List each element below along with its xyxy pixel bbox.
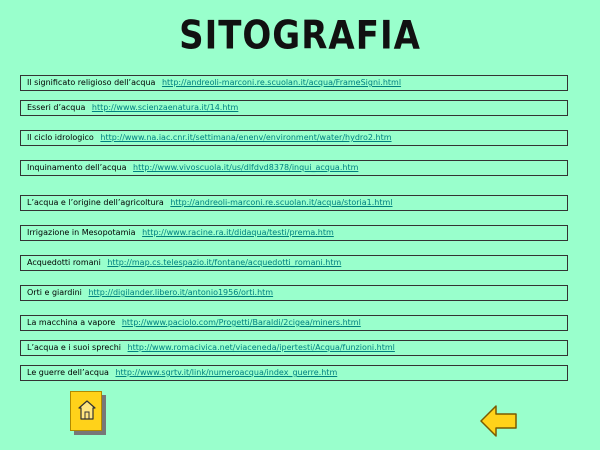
link-label: Inquinamento dell’acqua bbox=[27, 163, 127, 172]
link-row bbox=[20, 75, 568, 91]
link-url[interactable]: http://www.racine.ra.it/didaqua/testi/prema.htm bbox=[142, 228, 334, 237]
link-label: L’acqua e i suoi sprechi bbox=[27, 343, 121, 352]
link-row bbox=[20, 225, 568, 241]
link-row bbox=[20, 130, 568, 146]
link-row bbox=[20, 100, 568, 116]
link-row bbox=[20, 255, 568, 271]
page-title: SITOGRAFIA bbox=[179, 13, 421, 59]
link-label: Orti e giardini bbox=[27, 288, 82, 297]
link-row bbox=[20, 340, 568, 356]
link-url[interactable]: http://digilander.libero.it/antonio1956/orti.htm bbox=[88, 288, 274, 297]
home-icon bbox=[78, 400, 96, 420]
link-url[interactable]: http://www.na.iac.cnr.it/settimana/enenv/environment/water/hydro2.htm bbox=[100, 133, 392, 142]
link-label: Le guerre dell’acqua bbox=[27, 368, 109, 377]
link-label: Il ciclo idrologico bbox=[27, 133, 94, 142]
link-label: Irrigazione in Mesopotamia bbox=[27, 228, 136, 237]
link-url[interactable]: http://www.vivoscuola.it/us/dlfdvd8378/inqui_acqua.htm bbox=[133, 163, 359, 172]
home-button[interactable] bbox=[70, 391, 104, 433]
back-button[interactable] bbox=[480, 404, 518, 438]
home-button-face bbox=[70, 391, 102, 431]
link-label: Esseri d’acqua bbox=[27, 103, 86, 112]
link-url[interactable]: http://andreoli-marconi.re.scuolan.it/acqua/FrameSigni.html bbox=[161, 78, 402, 87]
left-arrow-icon bbox=[480, 404, 518, 438]
link-row bbox=[20, 160, 568, 176]
link-url[interactable]: http://www.romacivica.net/viaceneda/ipertesti/Acqua/funzioni.html bbox=[127, 343, 395, 352]
link-row bbox=[20, 315, 568, 331]
link-url[interactable]: http://www.paciolo.com/Progetti/Baraldi/2cigea/miners.html bbox=[121, 318, 361, 327]
link-url[interactable]: http://map.cs.telespazio.it/fontane/acquedotti_romani.htm bbox=[107, 258, 342, 267]
link-url[interactable]: http://www.scienzaenatura.it/14.htm bbox=[91, 103, 239, 112]
link-url[interactable]: http://www.sgrtv.it/link/numeroacqua/index_guerre.htm bbox=[115, 368, 338, 377]
link-row bbox=[20, 285, 568, 301]
link-label: L’acqua e l’origine dell’agricoltura bbox=[27, 198, 164, 207]
link-row bbox=[20, 195, 568, 211]
link-row bbox=[20, 365, 568, 381]
link-label: La macchina a vapore bbox=[27, 318, 116, 327]
link-label: Il significato religioso dell’acqua bbox=[27, 78, 156, 87]
link-label: Acquedotti romani bbox=[27, 258, 101, 267]
link-url[interactable]: http://andreoli-marconi.re.scuolan.it/acqua/storia1.html bbox=[170, 198, 393, 207]
